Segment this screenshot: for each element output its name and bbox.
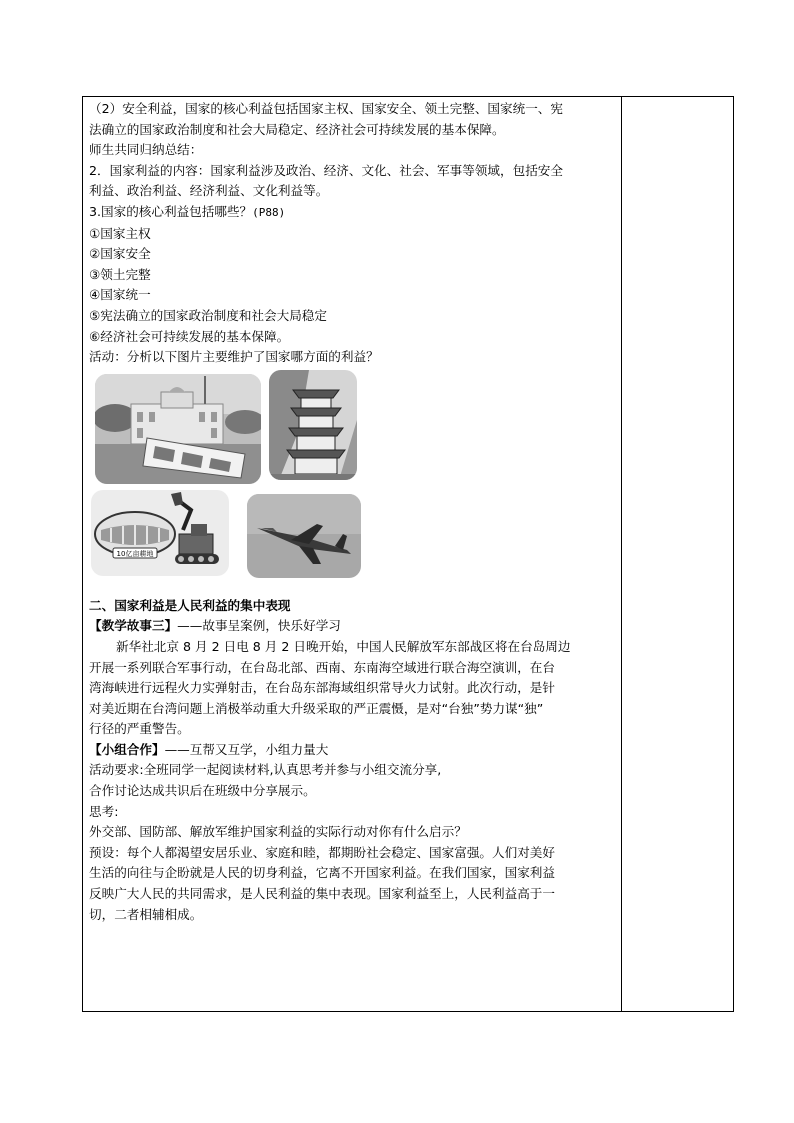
lesson-table	[82, 96, 734, 1012]
list-item: ①国家主权	[89, 225, 151, 241]
section-heading: 二、国家利益是人民利益的集中表现	[89, 597, 291, 613]
text-line: 反映广大人民的共同需求，是人民利益的集中表现。国家利益至上，人民利益高于一	[89, 886, 555, 902]
text-line: 切，二者相辅相成。	[89, 906, 203, 922]
text-line: 湾海峡进行远程火力实弹射击，在台岛东部海域组织常导火力试射。此次行动，是针	[89, 680, 555, 696]
text-line: 活动要求:全班同学一起阅读材料,认真思考并参与小组交流分享,	[89, 762, 442, 778]
text-line: 法确立的国家政治制度和社会大局稳定、经济社会可持续发展的基本保障。	[89, 121, 505, 137]
text-line: 利益、政治利益、经济利益、文化利益等。	[89, 183, 329, 199]
photo-grid	[89, 370, 617, 584]
text-line: 新华社北京 8 月 2 日电 8 月 2 日晚开始，中国人民解放军东部战区将在台岛周边	[116, 638, 571, 654]
photo-building	[95, 374, 261, 484]
text-line: 生活的向往与企盼就是人民的切身利益，它离不开国家利益。在我们国家，国家利益	[89, 865, 555, 881]
text-line	[89, 616, 617, 637]
list-item: ②国家安全	[89, 246, 151, 262]
activity-prompt: 活动：分析以下图片主要维护了国家哪方面的利益？	[89, 349, 379, 365]
text-line: 行径的严重警告。	[89, 721, 190, 737]
story-tag: 【教学故事三】	[89, 618, 178, 634]
text-line: 思考:	[89, 803, 119, 819]
text-line: 预设：每个人都渴望安居乐业、家庭和睦，都期盼社会稳定、国家富强。人们对美好	[89, 844, 555, 860]
notes-column	[622, 97, 733, 1011]
list-item: ⑥经济社会可持续发展的基本保障。	[89, 328, 290, 344]
list-item: ④国家统一	[89, 287, 151, 303]
text-line: 对美近期在台湾问题上消极举动重大升级采取的严正震慑，是对“台独”势力谋“独”	[89, 700, 544, 716]
group-tag: 【小组合作】	[89, 741, 165, 757]
text-line: （2）安全利益，国家的核心利益包括国家主权、国家安全、领土完整、国家统一、宪	[89, 101, 563, 116]
question-text: 3.国家的核心利益包括哪些？	[89, 203, 253, 219]
list-item: ⑤宪法确立的国家政治制度和社会大局稳定	[89, 307, 327, 323]
page-reference: (P88)	[252, 205, 286, 219]
text-line: 外交部、国防部、解放军维护国家利益的实际行动对你有什么启示？	[89, 824, 467, 840]
list-item: ③领土完整	[89, 266, 151, 282]
text-line	[89, 202, 617, 224]
lesson-content-cell	[89, 99, 617, 925]
text-line: 开展一系列联合军事行动，在台岛北部、西南、东南海空域进行联合海空演训，在台	[89, 659, 555, 675]
cartoon-label: 10亿亩耕地	[116, 549, 154, 558]
group-subtitle: ——互帮又互学，小组力量大	[164, 741, 329, 757]
photo-fighter-jet	[247, 494, 361, 578]
photo-farmland-cartoon	[91, 490, 229, 576]
text-line: 合作讨论达成共识后在班级中分享展示。	[89, 783, 316, 799]
text-line: 2．国家利益的内容：国家利益涉及政治、经济、文化、社会、军事等领域，包括安全	[89, 162, 563, 178]
text-line	[89, 740, 617, 761]
photo-pagoda	[269, 370, 357, 480]
text-line: 师生共同归纳总结：	[89, 142, 203, 158]
story-subtitle: ——故事呈案例，快乐好学习	[177, 618, 341, 634]
